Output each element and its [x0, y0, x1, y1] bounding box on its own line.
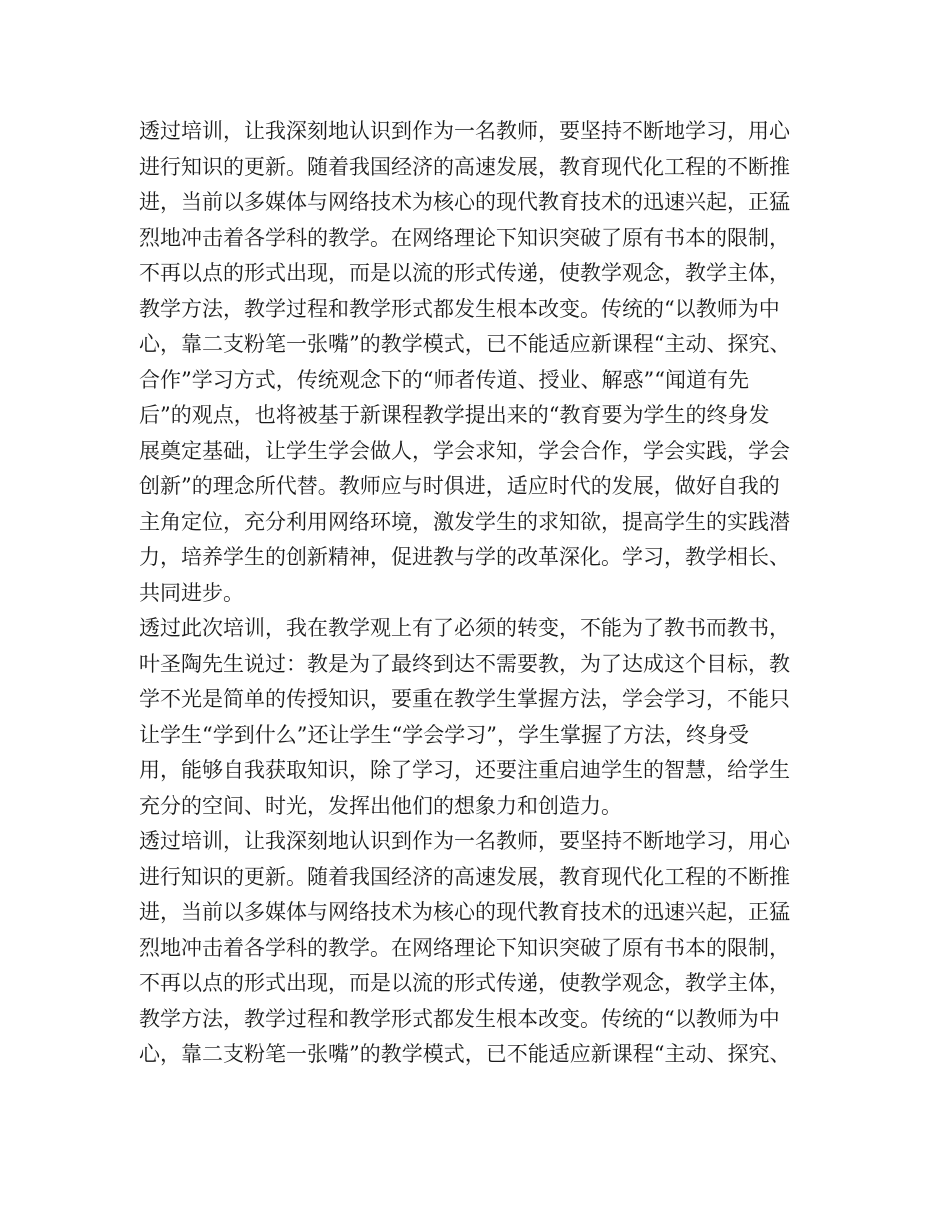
text-line: 教学方法，教学过程和教学形式都发生根本改变。传统的“以教师为中 [139, 296, 780, 321]
text-line: 进行知识的更新。随着我国经济的高速发展，教育现代化工程的不断推 [139, 154, 790, 179]
text-line: 后”的观点，也将被基于新课程教学提出来的“教育要为学生的终身发 [139, 403, 770, 427]
text-line: 展奠定基础，让学生学会做人，学会求知，学会合作，学会实践，学会 [139, 438, 790, 463]
text-line: 用，能够自我获取知识，除了学习，还要注重启迪学生的智慧，给学生 [139, 758, 790, 782]
text-line: 共同进步。 [139, 580, 244, 605]
text-line: 透过培训，让我深刻地认识到作为一名教师，要坚持不断地学习，用心 [139, 119, 790, 143]
text-line: 心，靠二支粉笔一张嘴”的教学模式，已不能适应新课程“主动、探究、 [139, 1042, 791, 1066]
text-line: 烈地冲击着各学科的教学。在网络理论下知识突破了原有书本的限制， [139, 225, 790, 250]
text-line: 主角定位，充分利用网络环境，激发学生的求知欲，提高学生的实践潜 [139, 509, 790, 534]
text-line: 学不光是简单的传授知识，要重在教学生掌握方法，学会学习，不能只 [139, 687, 790, 711]
text-line: 透过培训，让我深刻地认识到作为一名教师，要坚持不断地学习，用心 [139, 829, 790, 853]
text-line: 力，培养学生的创新精神，促进教与学的改革深化。学习，教学相长、 [139, 545, 790, 569]
text-line: 进，当前以多媒体与网络技术为核心的现代教育技术的迅速兴起，正猛 [139, 900, 790, 924]
text-line: 烈地冲击着各学科的教学。在网络理论下知识突破了原有书本的限制， [139, 935, 790, 960]
text-line: 叶圣陶先生说过：教是为了最终到达不需要教，为了达成这个目标，教 [139, 651, 790, 676]
text-line: 不再以点的形式出现，而是以流的形式传递，使教学观念，教学主体， [139, 261, 790, 285]
text-line: 充分的空间、时光，发挥出他们的想象力和创造力。 [139, 793, 622, 818]
text-line: 让学生“学到什么”还让学生“学会学习”，学生掌握了方法，终身受 [139, 722, 749, 747]
text-line: 进，当前以多媒体与网络技术为核心的现代教育技术的迅速兴起，正猛 [139, 190, 790, 214]
text-line: 心，靠二支粉笔一张嘴”的教学模式，已不能适应新课程“主动、探究、 [139, 332, 791, 356]
text-line: 进行知识的更新。随着我国经济的高速发展，教育现代化工程的不断推 [139, 864, 790, 889]
text-line: 合作”学习方式，传统观念下的“师者传道、授业、解惑”“闻道有先 [139, 367, 749, 392]
text-line: 不再以点的形式出现，而是以流的形式传递，使教学观念，教学主体， [139, 971, 790, 995]
text-line: 教学方法，教学过程和教学形式都发生根本改变。传统的“以教师为中 [139, 1006, 780, 1031]
text-line: 透过此次培训，我在教学观上有了必须的转变，不能为了教书而教书， [139, 616, 790, 640]
body-text [139, 114, 839, 1073]
text-line: 创新”的理念所代替。教师应与时俱进，适应时代的发展，做好自我的 [139, 474, 780, 498]
